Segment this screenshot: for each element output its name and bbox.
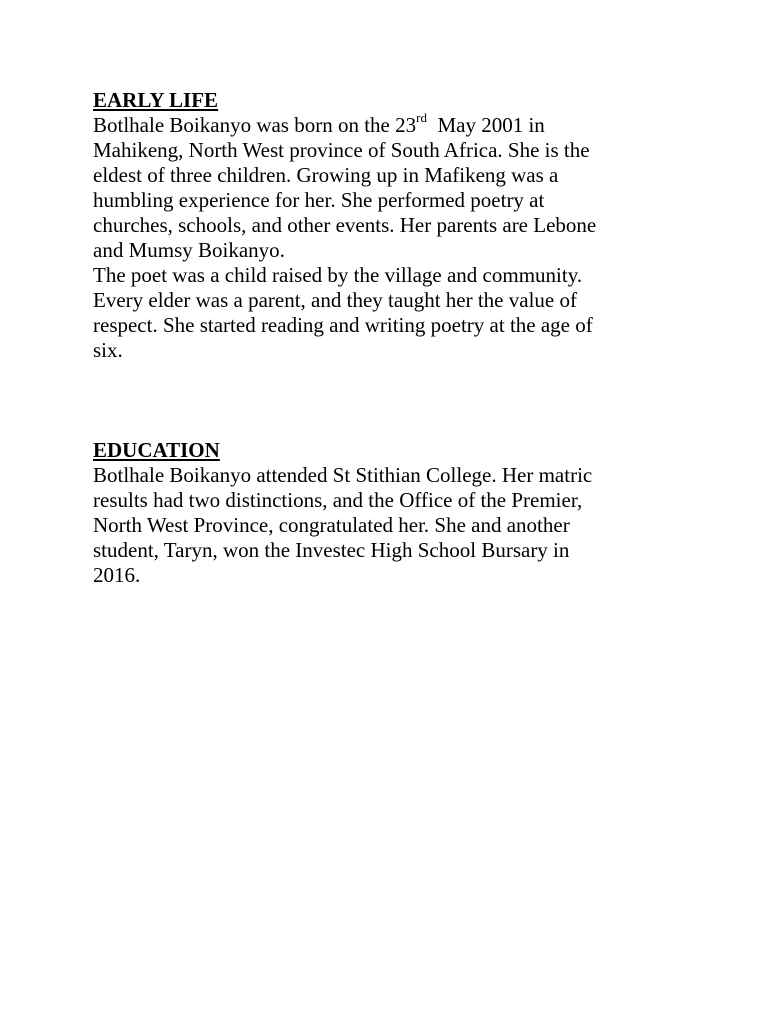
text-fragment: May 2001 in — [426, 113, 545, 137]
early-life-heading: EARLY LIFE — [93, 88, 219, 112]
text-line: humbling experience for her. She performed poetry at — [93, 188, 545, 212]
text-line: Botlhale Boikanyo attended St Stithian College. Her matric — [93, 463, 593, 487]
education-heading: EDUCATION — [93, 438, 220, 462]
section-spacer — [93, 363, 673, 438]
text-line: respect. She started reading and writing poetry at the age of — [93, 313, 593, 337]
text-line — [93, 110, 673, 138]
text-line: North West Province, congratulated her. She and another — [93, 513, 570, 537]
text-line: and Mumsy Boikanyo. — [93, 238, 285, 262]
education-paragraph-1 — [93, 463, 673, 588]
ordinal-superscript: rd — [416, 110, 427, 125]
early-life-paragraph-1 — [93, 110, 673, 263]
text-line: Mahikeng, North West province of South Africa. She is the — [93, 138, 590, 162]
text-line: Every elder was a parent, and they taught her the value of — [93, 288, 577, 312]
text-line: student, Taryn, won the Investec High School Bursary in — [93, 538, 570, 562]
text-line: The poet was a child raised by the village and community. — [93, 263, 583, 287]
text-fragment: Botlhale Boikanyo was born on the 23 — [93, 113, 417, 137]
education-section — [93, 438, 673, 588]
text-line: 2016. — [93, 563, 141, 587]
early-life-paragraph-2 — [93, 263, 673, 363]
text-line: eldest of three children. Growing up in Mafikeng was a — [93, 163, 559, 187]
text-line: results had two distinctions, and the Office of the Premier, — [93, 488, 583, 512]
early-life-section — [93, 88, 673, 363]
text-line: six. — [93, 338, 123, 362]
document-page — [93, 88, 673, 588]
text-line: churches, schools, and other events. Her parents are Lebone — [93, 213, 597, 237]
